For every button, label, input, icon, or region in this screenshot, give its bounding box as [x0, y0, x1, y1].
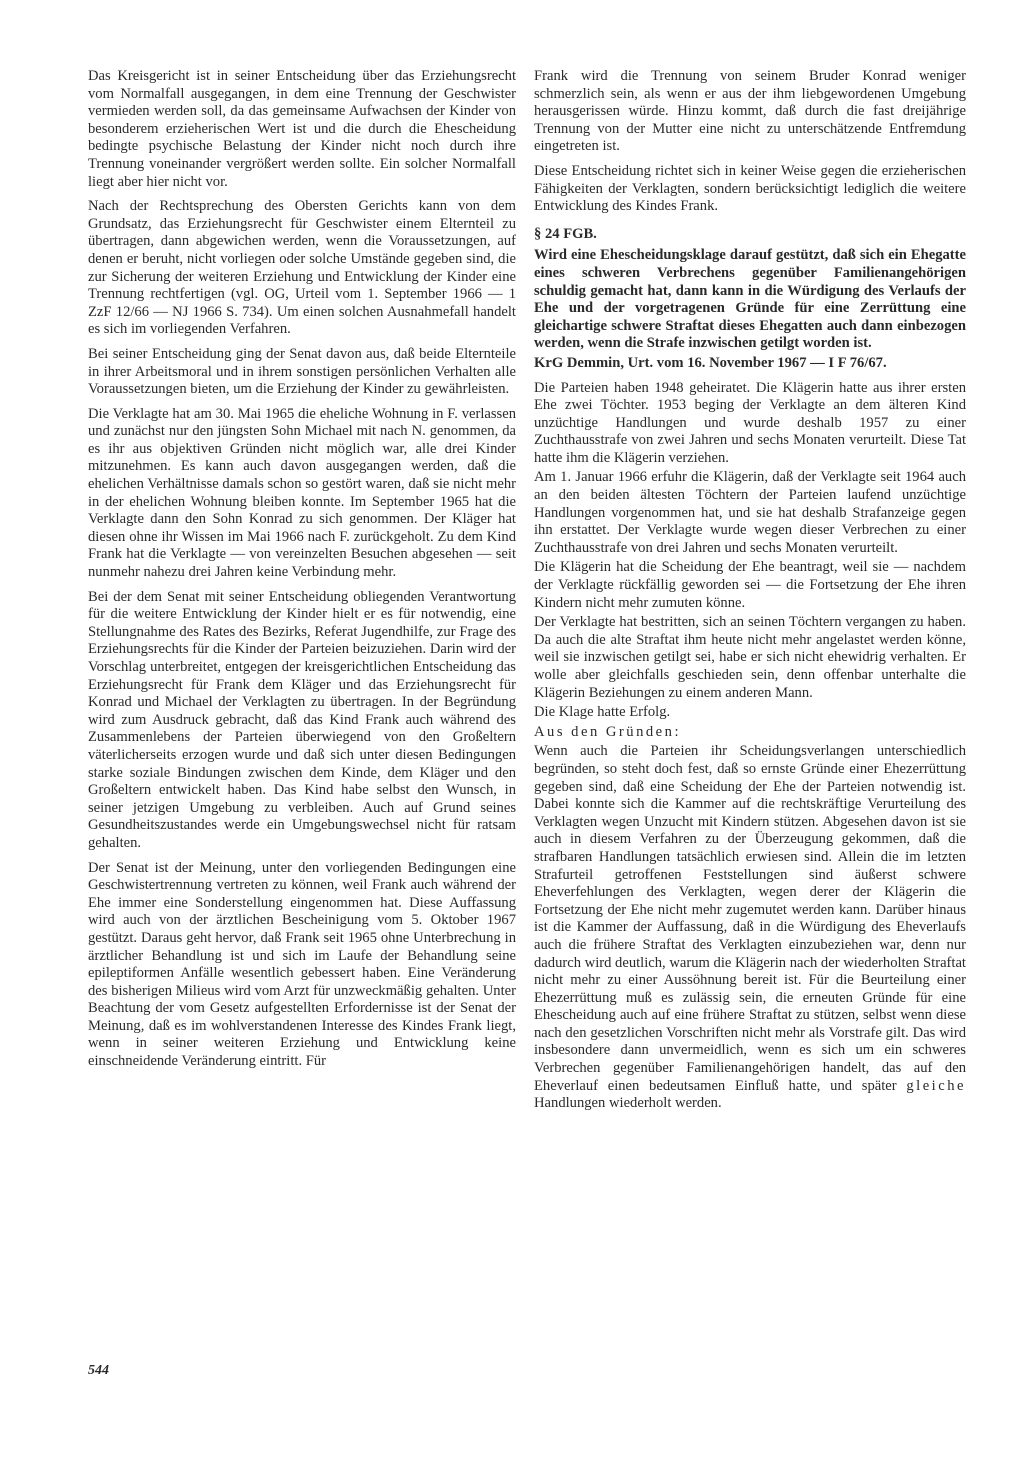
reasons-paragraph [534, 743, 966, 1112]
paragraph: Frank wird die Trennung von seinem Bruder Konrad weniger schmerzlich sein, als wenn er aus der ihm liebgewordenen Umgebung herausgerissen würde. Hinzu kommt, daß durch die fast dreijährige Trennung von der Mutter eine nicht zu unterschätzende Entfremdung eingetreten ist. [534, 68, 966, 155]
reasons-emphasis: gleiche [906, 1077, 966, 1094]
paragraph: Bei seiner Entscheidung ging der Senat davon aus, daß beide Elternteile in ihrer Arbeitsmoral und in ihrem sonstigen persönlichen Verhalten alle Voraussetzungen bieten, um die Erziehung der Kinder zu gewährleisten. [88, 345, 516, 398]
section-heading: § 24 FGB. [534, 225, 597, 242]
paragraph: Das Kreisgericht ist in seiner Entscheidung über das Erziehungsrecht vom Normalfall ausgegangen, in dem eine Trennung der Geschwister vermieden werden soll, da das gemeinsame Aufwachsen der Kinder von besonderem erzieherischen Wert ist und die durch die Ehescheidung bedingte psychische Belastung der Kinder nicht noch durch ihre Trennung voneinander vergrößert werden sollte. Ein solcher Normalfall liegt aber hier nicht vor. [88, 68, 516, 190]
paragraph: Die Klage hatte Erfolg. [534, 704, 671, 721]
right-column [534, 68, 966, 1120]
paragraph: Der Senat ist der Meinung, unter den vorliegenden Bedingungen eine Geschwistertrennung vertreten zu können, weil Frank auch während der Ehe immer eine Sonderstellung eingenommen hat. Diese Auffassung wird auch von der ärztlichen Bescheinigung vom 5. Oktober 1967 gestützt. Daraus geht hervor, daß Frank seit 1965 ohne Unterbrechung in ärztlicher Behandlung ist und sich im Laufe der Behandlung seine epileptiformen Anfälle wesentlich gebessert haben. Eine Veränderung des bisherigen Milieus wird vom Arzt für unzweckmäßig gehalten. Unter Beachtung der vom Gesetz aufgestellten Erfordernisse ist der Senat der Meinung, daß es im wohlverstandenen Interesse des Kindes Frank liegt, wenn in seiner weiteren Erziehung und Entwicklung keine einschneidende Veränderung eintritt. Für [88, 859, 516, 1070]
reasons-heading: Aus den Gründen: [534, 723, 682, 740]
reasons-text: Wenn auch die Parteien ihr Scheidungsverlangen unterschiedlich begründen, so steht doch fest, daß so ernste Gründe einer Ehezerrüttung gegeben sind, daß eine Scheidung der Ehe der Parteien notwendig ist. Dabei konnte sich die Kammer auf die rechtskräftige Verurteilung des Verklagten wegen Unzucht mit Kindern stützen. Abgesehen davon ist sie auch in diesem Verfahren zu der Überzeugung gekommen, daß die strafbaren Handlungen tatsächlich erwiesen sind. Allein die im letzten Strafurteil getroffenen Feststellungen sind äußerst schwere Eheverfehlungen des Verklagten, wegen derer der Klägerin die Fortsetzung der Ehe nicht mehr zugemutet werden kann. Darüber hinaus ist die Kammer der Auffassung, daß in die Würdigung des Eheverlaufs auch die frühere Straftat des Verklagten einzubeziehen war, denn nur dadurch wird deutlich, warum die Klägerin nach der wiederholten Straftat nicht mehr zu einer Aussöhnung bereit ist. Für die Beurteilung einer Ehezerrüttung muß es zulässig sein, die erneuten Gründe für eine Ehescheidung auch auf eine frühere Straftat zu stützen, selbst wenn diese nach den gesetzlichen Vorschriften nicht mehr als Vorstrafe gilt. Das wird insbesondere dann unvermeidlich, wenn es sich um ein schweres Verbrechen gegenüber Familienangehörigen handelt, das auf den Eheverlauf einen bedeutsamen Einfluß hatte, und später [534, 743, 966, 1094]
paragraph: Nach der Rechtsprechung des Obersten Gerichts kann von dem Grundsatz, das Erziehungsrecht für Geschwister einem Elternteil zu übertragen, dann abgewichen werden, wenn die Voraussetzungen, auf denen er beruht, nicht vorliegen oder solche Umstände gegeben sind, die zur Sicherung der weiteren Erziehung und Entwicklung der Kinder eine Trennung rechtfertigen (vgl. OG, Urteil vom 1. September 1966 — 1 ZzF 12/66 — NJ 1966 S. 734). Um einen solchen Ausnahmefall handelt es sich im vorliegenden Verfahren. [88, 198, 516, 338]
paragraph: Der Verklagte hat bestritten, sich an seinen Töchtern vergangen zu haben. Da auch die alte Straftat ihm heute nicht mehr angelastet werden könne, weil sie inzwischen getilgt sei, habe er sich nicht ehewidrig verhalten. Er wolle aber gleichfalls geschieden sein, denn offenbar unterhalte die Klägerin Beziehungen zu einem anderen Mann. [534, 614, 966, 701]
left-column [88, 68, 516, 1078]
paragraph: Die Verklagte hat am 30. Mai 1965 die eheliche Wohnung in F. verlassen und zunächst nur den jüngsten Sohn Michael mit nach N. genommen, da es ihr aus objektiven Gründen nicht möglich war, alle drei Kinder mitzunehmen. Es kann auch davon ausgegangen werden, daß die ehelichen Verhältnisse damals schon so gestört waren, daß sie nicht mehr in der ehelichen Wohnung bleiben konnte. Im September 1965 hat die Verklagte dann den Sohn Konrad zu sich genommen. Der Kläger hat diesen ohne ihr Wissen im Mai 1966 nach F. zurückgeholt. Zu dem Kind Frank hat die Verklagte — von vereinzelten Besuchen abgesehen — seit nunmehr nahezu drei Jahren keine Verbindung mehr. [88, 405, 516, 581]
reasons-text-end: Handlungen wiederholt werden. [534, 1095, 722, 1112]
case-citation: KrG Demmin, Urt. vom 16. November 1967 — I F 76/67. [534, 354, 887, 371]
page-number: 544 [88, 1363, 109, 1378]
paragraph: Am 1. Januar 1966 erfuhr die Klägerin, daß der Verklagte seit 1964 auch an den beiden ältesten Töchtern der Parteien laufend unzüchtige Handlungen vorgenommen hat, und sie hat deshalb Strafanzeige gegen ihn erstattet. Der Verklagte wurde wegen dieser Verbrechen zu einer Zuchthausstrafe von drei Jahren und sechs Monaten verurteilt. [534, 469, 966, 556]
headnote: Wird eine Ehescheidungsklage darauf gestützt, daß sich ein Ehegatte eines schweren Verbrechens gegenüber Familienangehörigen schuldig gemacht hat, dann kann in die Würdigung des Verlaufs der Ehe und der vorgetragenen Gründe für eine Zerrüttung eine gleichartige schwere Straftat dieses Ehegatten auch dann einbezogen werden, wenn die Strafe inzwischen getilgt worden ist. [534, 247, 966, 352]
paragraph: Die Parteien haben 1948 geheiratet. Die Klägerin hatte aus ihrer ersten Ehe zwei Töchter. 1953 beging der Verklagte an dem älteren Kind unzüchtige Handlungen und wurde deshalb 1957 zu einer Zuchthausstrafe von zwei Jahren und sechs Monaten verurteilt. Diese Tat hatte ihm die Klägerin verziehen. [534, 379, 966, 466]
paragraph: Die Klägerin hat die Scheidung der Ehe beantragt, weil sie — nachdem der Verklagte rückfällig geworden sei — die Fortsetzung der Ehe ihren Kindern nicht mehr zumuten könne. [534, 559, 966, 611]
paragraph: Bei der dem Senat mit seiner Entscheidung obliegenden Verantwortung für die weitere Entwicklung der Kinder hielt er es für notwendig, eine Stellungnahme des Rates des Bezirks, Referat Jugendhilfe, zur Frage des Erziehungsrechts für die Kinder der Parteien beizuziehen. Darin wird der Vorschlag unterbreitet, entgegen der kreisgerichtlichen Entscheidung das Erziehungsrecht für Frank dem Kläger und das Erziehungsrecht für Konrad und Michael der Verklagten zu übertragen. In der Begründung wird zum Ausdruck gebracht, daß das Kind Frank auch während des Zusammenlebens der Parteien überwiegend von den Großeltern väterlicherseits erzogen wurde und daß sich unter diesen Bedingungen starke soziale Bindungen zwischen dem Kinde, dem Kläger und den Großeltern entwickelt haben. Das Kind habe selbst den Wunsch, in seiner jetzigen Umgebung zu verbleiben. Auch auf Grund seines Gesundheitszustandes werde ein Umgebungswechsel nicht für ratsam gehalten. [88, 588, 516, 851]
paragraph: Diese Entscheidung richtet sich in keiner Weise gegen die erzieherischen Fähigkeiten der Verklagten, sondern berücksichtigt lediglich die weitere Entwicklung des Kindes Frank. [534, 162, 966, 215]
